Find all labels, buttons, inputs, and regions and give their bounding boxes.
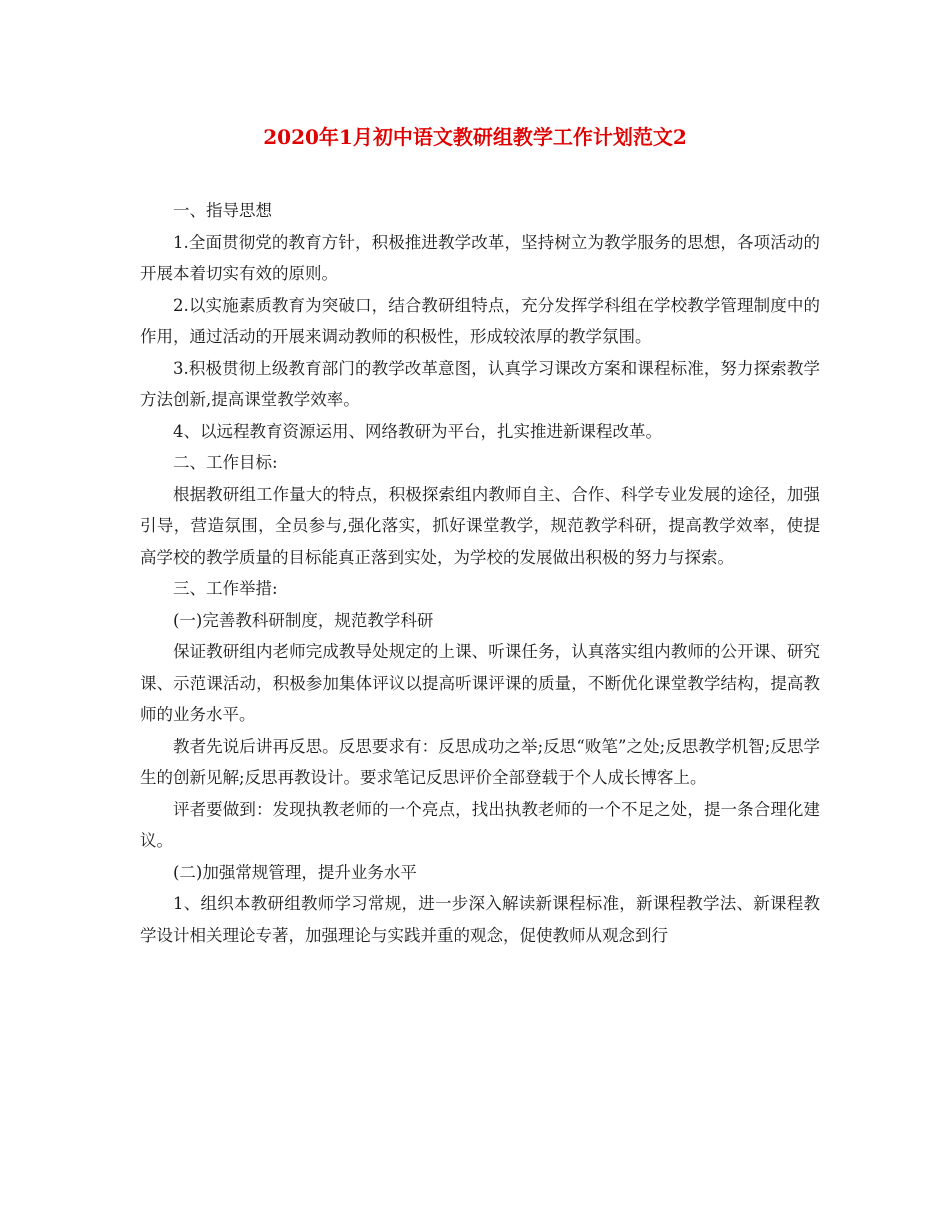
- paragraph: 2.以实施素质教育为突破口，结合教研组特点，充分发挥学科组在学校教学管理制度中的作用，通过活动的开展来调动教师的积极性，形成较浓厚的教学氛围。: [140, 295, 820, 346]
- paragraph: (二)加强常规管理，提升业务水平: [173, 862, 417, 882]
- paragraph: 保证教研组内老师完成教导处规定的上课、听课任务，认真落实组内教师的公开课、研究课、示范课活动，积极参加集体评议以提高听课评课的质量，不断优化课堂教学结构，提高教师的业务水平。: [140, 642, 820, 724]
- paragraph: 二、工作目标:: [173, 453, 278, 472]
- document-title: 2020年1月初中语文教研组教学工作计划范文2: [263, 125, 687, 149]
- paragraph: 评者要做到：发现执教老师的一个亮点，找出执教老师的一个不足之处，提一条合理化建议。: [140, 799, 820, 850]
- paragraph: 1.全面贯彻党的教育方针，积极推进教学改革，坚持树立为教学服务的思想，各项活动的开展本着切实有效的原则。: [140, 232, 820, 283]
- paragraph: 教者先说后讲再反思。反思要求有：反思成功之举;反思“败笔”之处;反思教学机智;反思学生的创新见解;反思再教设计。要求笔记反思评价全部登载于个人成长博客上。: [140, 736, 820, 787]
- document-body: [140, 195, 820, 951]
- paragraph: 一、指导思想: [173, 201, 272, 220]
- paragraph: 4、以远程教育资源运用、网络教研为平台，扎实推进新课程改革。: [173, 421, 662, 441]
- paragraph: 根据教研组工作量大的特点，积极探索组内教师自主、合作、科学专业发展的途径，加强引导，营造氛围，全员参与,强化落实，抓好课堂教学，规范教学科研，提高教学效率，使提高学校的教学质量的目标能真正落到实处，为学校的发展做出积极的努力与探索。: [140, 484, 820, 567]
- paragraph: (一)完善教科研制度，规范教学科研: [173, 610, 434, 630]
- paragraph: 三、工作举措:: [173, 579, 278, 598]
- paragraph: 1、组织本教研组教师学习常规，进一步深入解读新课程标准，新课程教学法、新课程教学设计相关理论专著，加强理论与实践并重的观念，促使教师从观念到行: [140, 894, 820, 945]
- paragraph: 3.积极贯彻上级教育部门的教学改革意图，认真学习课改方案和课程标准，努力探索教学方法创新,提高课堂教学效率。: [140, 358, 820, 409]
